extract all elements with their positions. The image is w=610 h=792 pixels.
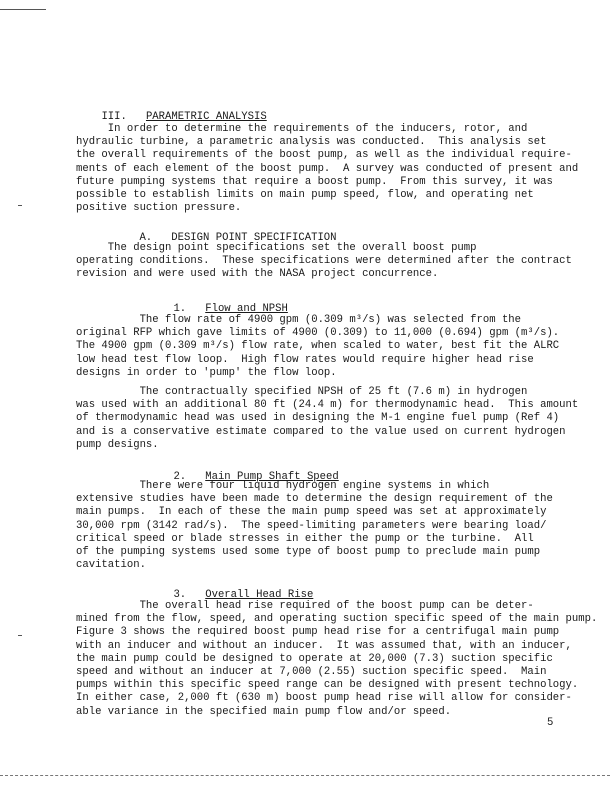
text-line: critical speed or blade stresses in either the pump or the turbine. All [76, 532, 534, 545]
item-number: 1. [173, 303, 187, 316]
text-line: In either case, 2,000 ft (630 m) boost pump head rise will allow for consider- [76, 692, 572, 705]
intro-paragraph [76, 123, 579, 215]
text-line: original RFP which gave limits of 4900 (0.309) to 11,000 (0.694) gpm (m³/s). [76, 327, 560, 340]
scan-mark-left [18, 205, 22, 206]
text-line: low head test flow loop. High flow rates would require higher head rise [76, 353, 534, 366]
page-number: 5 [547, 717, 554, 729]
text-line: of thermodynamic head was used in designing the M-1 engine fuel pump (Ref 4) [76, 412, 560, 425]
text-line: was used with an additional 80 ft (24.4 m) for thermodynamic head. This amount [76, 399, 579, 412]
flow-paragraph [76, 314, 560, 380]
text-line: the overall requirements of the boost pump, as well as the individual require- [76, 149, 572, 162]
text-line: pump designs. [76, 438, 159, 451]
npsh-paragraph [76, 386, 579, 452]
text-line: main pumps. In each of these the main pump speed was set at approximately [76, 506, 547, 519]
text-line: pumps within this specific speed range can be designed with present technology. [76, 679, 579, 692]
shaft-speed-paragraph [76, 480, 556, 572]
design-point-paragraph [76, 242, 572, 282]
text-line: Figure 3 shows the required boost pump head rise for a centrifugal main pump [76, 626, 560, 639]
text-line: future pumping systems that require a boost pump. From this survey, it was [76, 175, 553, 188]
item-number: 2. [173, 471, 187, 484]
text-line: hydraulic turbine, a parametric analysis was conducted. This analysis set [76, 136, 547, 149]
section-numeral: III. [101, 111, 127, 124]
text-line: speed and without an inducer at 7,000 (2.55) suction specific speed. Main [76, 666, 547, 679]
text-line: In order to determine the requirements of the inducers, rotor, and [76, 123, 528, 135]
scan-artifact-line [0, 775, 610, 776]
text-line: with an inducer and without an inducer. It was assumed that, with an inducer, [76, 639, 572, 652]
item-title: Flow and NPSH [205, 303, 288, 316]
text-line: The overall head rise required of the boost pump can be deter- [76, 600, 534, 612]
subsection-title: DESIGN POINT SPECIFICATION [171, 232, 337, 245]
text-line: 30,000 rpm (3142 rad/s). The speed-limiting parameters were bearing load/ [76, 519, 547, 532]
text-line: The design point specifications set the overall boost pump [76, 242, 477, 254]
text-line: operating conditions. These specifications were determined after the contract [76, 255, 572, 268]
text-line: able variance in the specified main pump flow and/or speed. [76, 705, 452, 718]
item-number: 3. [173, 589, 187, 602]
text-line: mined from the flow, speed, and operating suction specific speed of the main pump. [76, 613, 598, 626]
text-line: the main pump could be designed to operate at 20,000 (7.3) suction specific [76, 652, 553, 665]
section-title: PARAMETRIC ANALYSIS [145, 111, 267, 124]
text-line: positive suction pressure. [76, 202, 242, 215]
scan-mark-top-left [0, 9, 46, 10]
text-line: designs in order to 'pump' the flow loop. [76, 366, 337, 379]
text-line: cavitation. [76, 559, 146, 572]
text-line: extensive studies have been made to determine the design requirement of the [76, 493, 553, 506]
text-line: revision and were used with the NASA project concurrence. [76, 268, 439, 281]
text-line: The 4900 gpm (0.309 m³/s) flow rate, when scaled to water, best fit the ALRC [76, 340, 560, 353]
subsection-label: A. [139, 232, 153, 245]
text-line: of the pumping systems used some type of boost pump to preclude main pump [76, 546, 541, 559]
item-title: Overall Head Rise [205, 589, 314, 602]
text-line: The contractually specified NPSH of 25 ft (7.6 m) in hydrogen [76, 386, 528, 398]
text-line: ments of each element of the boost pump. A survey was conducted of present and [76, 162, 579, 175]
text-line: and is a conservative estimate compared to the value used on current hydrogen [76, 425, 566, 438]
scan-mark-left [18, 635, 22, 636]
item-title: Main Pump Shaft Speed [205, 471, 339, 484]
text-line: There were four liquid hydrogen engine systems in which [76, 480, 490, 492]
text-line: The flow rate of 4900 gpm (0.309 m³/s) was selected from the [76, 314, 522, 326]
text-line: possible to establish limits on main pump speed, flow, and operating net [76, 189, 534, 202]
head-rise-paragraph [76, 600, 598, 719]
